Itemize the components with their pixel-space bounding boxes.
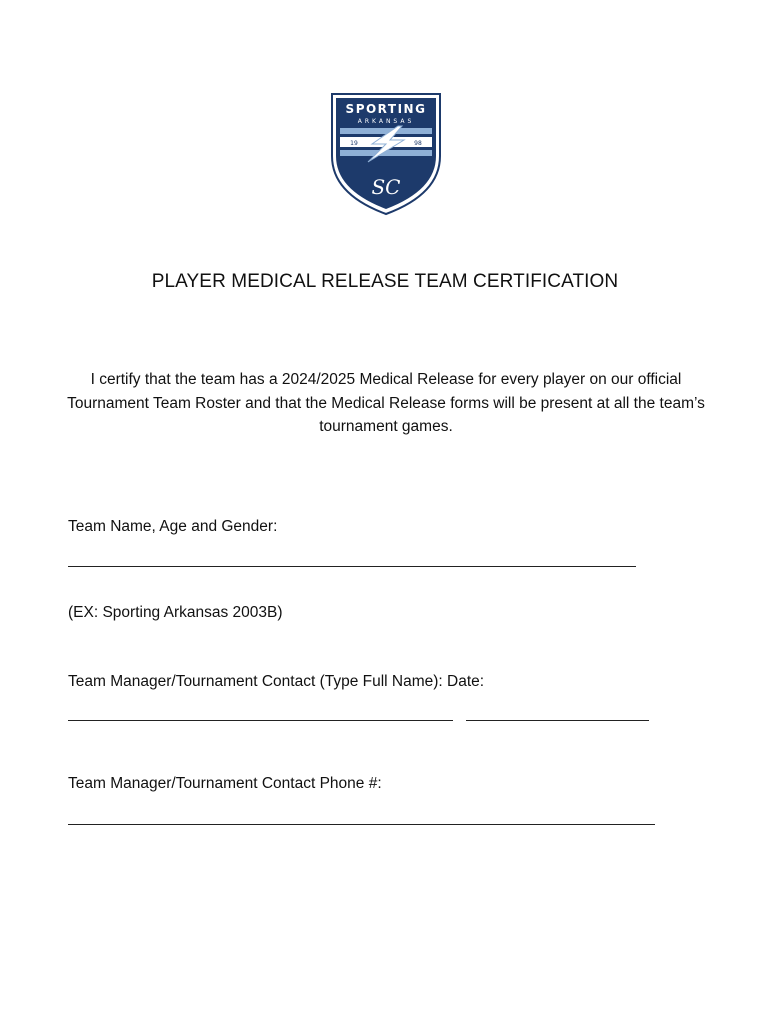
contact-label: Team Manager/Tournament Contact (Type Full Name): Date:: [68, 673, 485, 690]
crest-top-text: SPORTING: [345, 102, 427, 116]
phone-label: Team Manager/Tournament Contact Phone #:: [68, 775, 382, 792]
crest-sub-text: ARKANSAS: [357, 118, 415, 125]
date-line[interactable]: [466, 720, 649, 721]
crest-year-right: 98: [414, 140, 422, 147]
team-name-line[interactable]: [68, 566, 636, 567]
contact-name-line[interactable]: [68, 720, 453, 721]
crest-year-left: 19: [350, 140, 358, 147]
certification-statement: I certify that the team has a 2024/2025 Medical Release for every player on our official Tournament Team Roster and that the Medical Release forms will be present at all the team’s tournament games.: [67, 371, 705, 435]
page-title: PLAYER MEDICAL RELEASE TEAM CERTIFICATION: [151, 271, 619, 292]
sporting-arkansas-crest-logo: [328, 90, 444, 216]
crest-monogram: SC: [371, 175, 401, 199]
example-note: (EX: Sporting Arkansas 2003B): [68, 604, 283, 621]
team-name-label: Team Name, Age and Gender:: [68, 518, 278, 535]
phone-line[interactable]: [68, 824, 655, 825]
